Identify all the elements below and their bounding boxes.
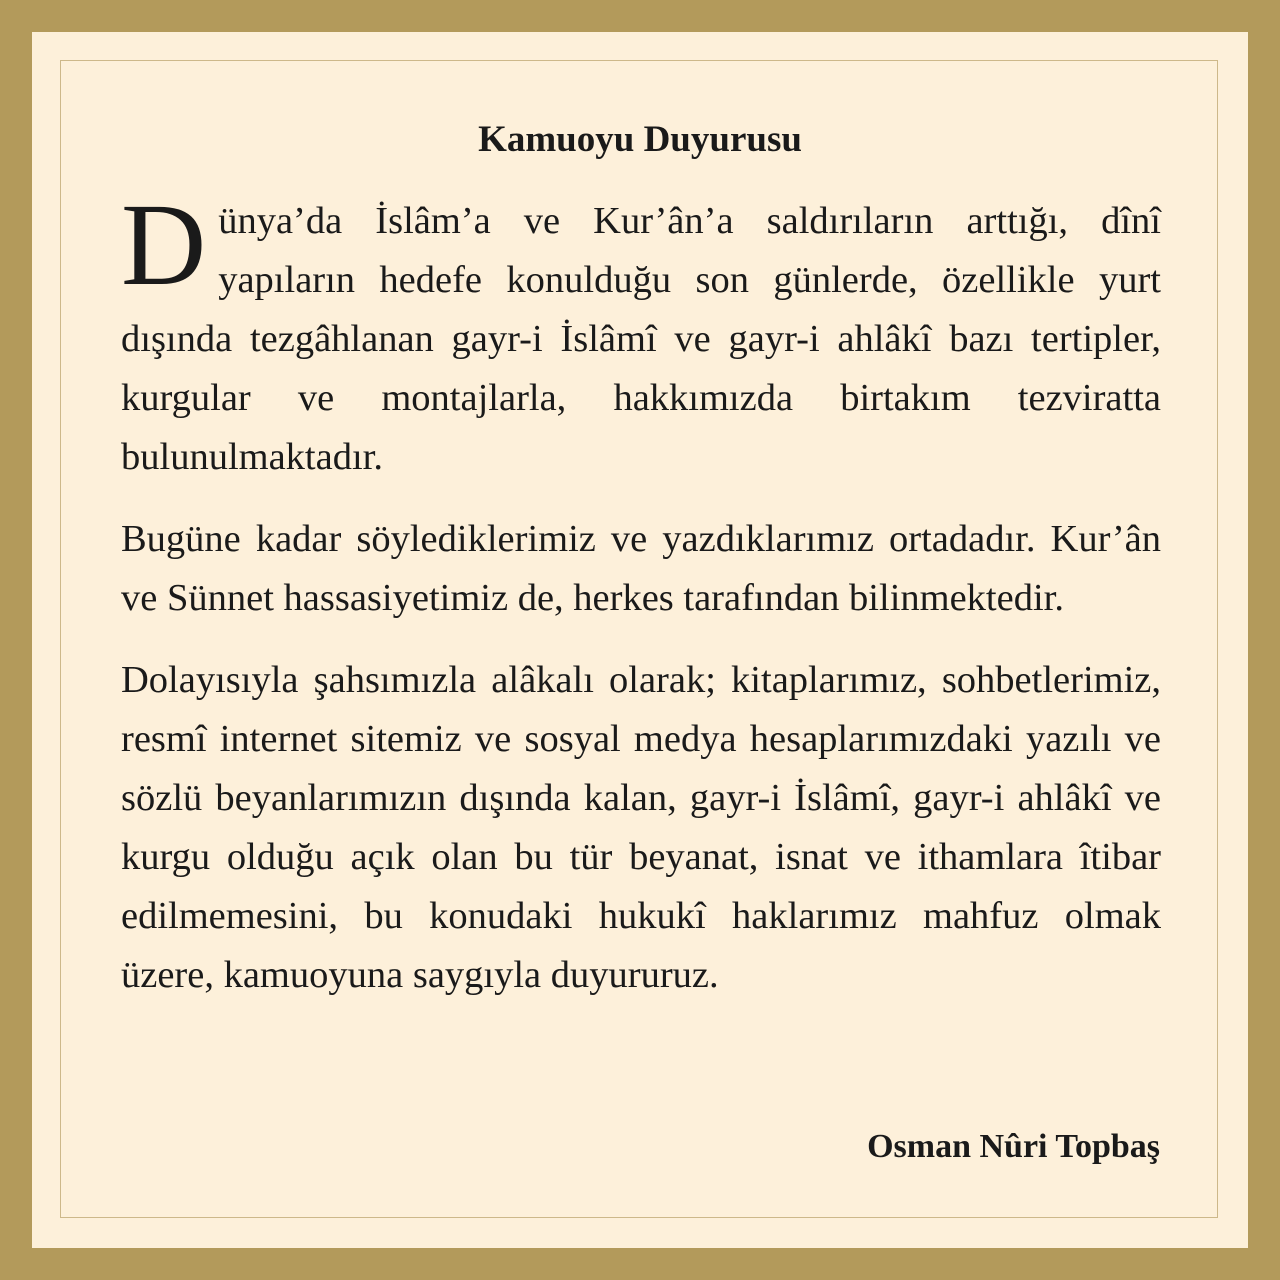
document-body <box>121 179 1161 1005</box>
paragraph-2: Bugüne kadar söylediklerimiz ve yazdıklarımız ortadadır. Kur’ân ve Sünnet hassasiyetimiz de, herkes tarafından bilinmektedir. <box>121 518 1161 619</box>
document-title: Kamuoyu Duyurusu <box>478 119 802 160</box>
paragraph-1-text: ünya’da İslâm’a ve Kur’ân’a saldırıların arttığı, dînî yapıların hedefe konulduğu son günlerde, özellikle yurt dışında tezgâhlanan gayr-i İslâmî ve gayr-i ahlâkî bazı tertipler, kurgular ve montajlarla, hakkımızda birtakım tezviratta bulunulmaktadır. <box>121 200 1161 478</box>
announcement-card <box>32 32 1248 1248</box>
signature: Osman Nûri Topbaş <box>867 1128 1160 1165</box>
paragraph-3: Dolayısıyla şahsımızla alâkalı olarak; kitaplarımız, sohbetlerimiz, resmî internet sitemiz ve sosyal medya hesaplarımızdaki yazılı ve sözlü beyanlarımızın dışında kalan, gayr-i İslâmî, gayr-i ahlâkî ve kurgu olduğu açık olan bu tür beyanat, isnat ve ithamlara îtibar edilmemesini, bu konudaki hukukî haklarımız mahfuz olmak üzere, kamuoyuna saygıyla duyururuz. <box>121 659 1161 996</box>
paragraph-1 <box>121 179 1161 487</box>
drop-cap: D <box>121 179 207 310</box>
